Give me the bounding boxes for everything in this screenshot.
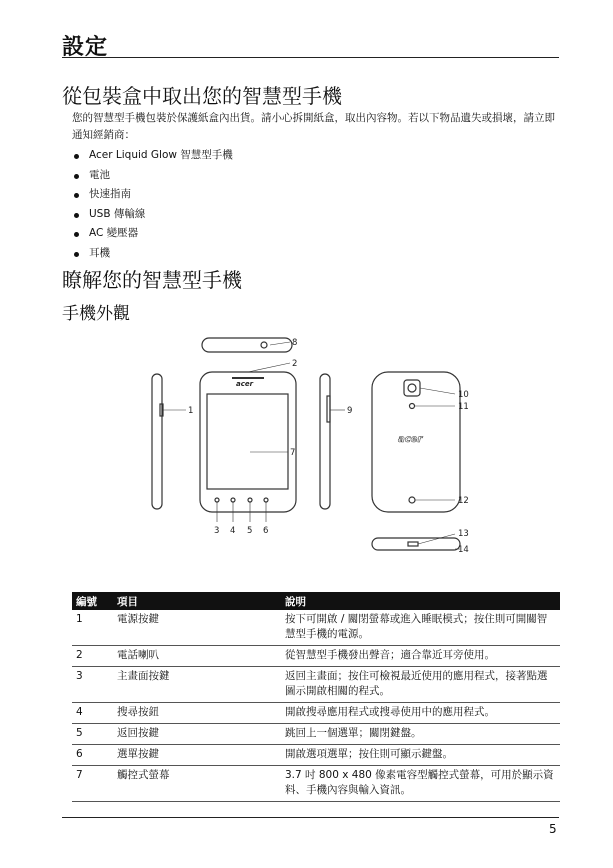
list-item: AC 變壓器	[72, 224, 233, 244]
row-desc: 跳回上一個選單；關閉鍵盤。	[281, 724, 560, 745]
header-item: 項目	[113, 592, 281, 610]
list-item: 快速指南	[72, 185, 233, 205]
row-num: 1	[72, 610, 113, 646]
list-item: 電池	[72, 166, 233, 186]
callout-3: 3	[214, 526, 220, 536]
footer-rule	[62, 817, 559, 818]
callout-5: 5	[247, 526, 253, 536]
callout-6: 6	[263, 526, 269, 536]
table-row	[72, 745, 560, 766]
parts-table	[72, 592, 560, 802]
section-title-know-phone: 瞭解您的智慧型手機	[62, 268, 242, 292]
callout-9: 9	[347, 406, 353, 416]
callout-10: 10	[458, 390, 469, 400]
row-item: 觸控式螢幕	[113, 766, 281, 802]
table-row	[72, 646, 560, 667]
callout-1: 1	[188, 406, 194, 416]
header-rule	[62, 57, 559, 58]
callout-11: 11	[458, 402, 469, 412]
section-title-phone-views: 手機外觀	[62, 304, 130, 324]
row-num: 4	[72, 703, 113, 724]
callout-12: 12	[458, 496, 469, 506]
row-item: 搜尋按鈕	[113, 703, 281, 724]
row-num: 6	[72, 745, 113, 766]
phone-views-illustration	[140, 330, 490, 560]
svg-text:acer: acer	[236, 380, 254, 388]
row-num: 3	[72, 667, 113, 703]
table-row	[72, 610, 560, 646]
page-header-title: 設定	[62, 35, 109, 60]
list-item: 耳機	[72, 244, 233, 264]
section-title-unboxing: 從包裝盒中取出您的智慧型手機	[62, 84, 342, 108]
row-desc: 開啟搜尋應用程式或搜尋使用中的應用程式。	[281, 703, 560, 724]
page-number: 5	[549, 822, 557, 836]
callout-14: 14	[458, 545, 469, 555]
header-desc: 說明	[281, 592, 560, 610]
callout-7: 7	[290, 448, 296, 458]
row-item: 主畫面按鍵	[113, 667, 281, 703]
row-desc: 按下可開啟 / 關閉螢幕或進入睡眠模式；按住則可開關智 慧型手機的電源。	[281, 610, 560, 646]
callout-2: 2	[292, 359, 298, 369]
row-num: 7	[72, 766, 113, 802]
row-item: 電話喇叭	[113, 646, 281, 667]
svg-text:acer: acer	[398, 434, 423, 445]
callout-4: 4	[230, 526, 236, 536]
header-num: 編號	[72, 592, 113, 610]
package-contents-list	[72, 146, 233, 263]
list-item: USB 傳輸線	[72, 205, 233, 225]
table-row	[72, 703, 560, 724]
row-num: 5	[72, 724, 113, 745]
row-desc: 3.7 吋 800 x 480 像素電容型觸控式螢幕，可用於顯示資 料、手機內容與輸入資訊。	[281, 766, 560, 802]
table-row	[72, 766, 560, 802]
callout-8: 8	[292, 338, 298, 348]
row-desc: 開啟選項選單；按住則可顯示鍵盤。	[281, 745, 560, 766]
row-desc: 從智慧型手機發出聲音；適合靠近耳旁使用。	[281, 646, 560, 667]
row-desc: 返回主畫面；按住可檢視最近使用的應用程式，接著點選圖示開啟相關的程式。	[281, 667, 560, 703]
phone-diagram	[140, 330, 490, 560]
table-row	[72, 724, 560, 745]
callout-13: 13	[458, 529, 469, 539]
list-item: Acer Liquid Glow 智慧型手機	[72, 146, 233, 166]
row-item: 返回按鍵	[113, 724, 281, 745]
table-row	[72, 667, 560, 703]
row-item: 電源按鍵	[113, 610, 281, 646]
unboxing-intro: 您的智慧型手機包裝於保護紙盒內出貨。請小心拆開紙盒，取出內容物。若以下物品遺失或損壞，請立即通知經銷商：	[72, 112, 555, 141]
row-item: 選單按鍵	[113, 745, 281, 766]
table-header-row	[72, 592, 560, 610]
row-num: 2	[72, 646, 113, 667]
